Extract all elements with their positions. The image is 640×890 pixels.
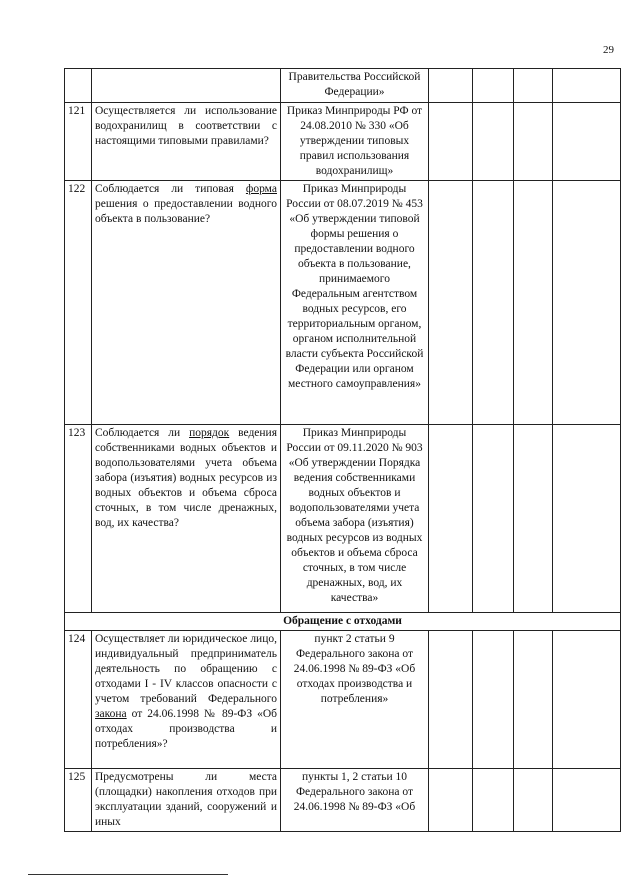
checklist-table xyxy=(64,68,621,832)
answer-cell xyxy=(429,181,473,425)
document-reference: Приказ Минприроды России от 08.07.2019 № 453 «Об утверждении типовой формы решения о предоставлении водного объекта в пользование, принимаемого Федеральным агентством водных ресурсов, его территориальным органом, органом исполнительной власти субъекта Российской Федерации или органом местного самоуправления» xyxy=(281,181,429,425)
answer-cell xyxy=(514,69,553,103)
answer-cell xyxy=(429,425,473,613)
note-cell xyxy=(553,769,621,832)
question-text: Осуществляет ли юридическое лицо, индивидуальный предприниматель деятельность по обращению с отходами I - IV классов опасности с учетом требований Федерального закона от 24.06.1998 № 89-ФЗ «Об отходах производства и потребления»? xyxy=(92,631,281,769)
answer-cell xyxy=(429,769,473,832)
answer-cell xyxy=(473,69,514,103)
document-reference: Правительства Российской Федерации» xyxy=(281,69,429,103)
row-number xyxy=(65,69,92,103)
document-reference: пункт 2 статьи 9 Федерального закона от 24.06.1998 № 89-ФЗ «Об отходах производства и потребления» xyxy=(281,631,429,769)
underlined-term: закона xyxy=(95,708,127,720)
note-cell xyxy=(553,69,621,103)
document-reference: пункты 1, 2 статьи 10 Федерального закона от 24.06.1998 № 89-ФЗ «Об xyxy=(281,769,429,832)
row-number: 121 xyxy=(65,103,92,181)
answer-cell xyxy=(429,69,473,103)
answer-cell xyxy=(473,425,514,613)
table-row xyxy=(65,181,621,425)
answer-cell xyxy=(429,631,473,769)
answer-cell xyxy=(514,631,553,769)
table-row xyxy=(65,631,621,769)
note-cell xyxy=(553,103,621,181)
document-reference: Приказ Минприроды России от 09.11.2020 № 903 «Об утверждении Порядка ведения собственниками водных объектов и водопользователями учета объема забора (изъятия) водных ресурсов из водных объектов и объема сброса сточных, в том числе дренажных, вод, их качества» xyxy=(281,425,429,613)
row-number: 125 xyxy=(65,769,92,832)
underlined-term: форма xyxy=(245,183,277,195)
answer-cell xyxy=(473,769,514,832)
question-text: Предусмотрены ли места (площадки) накопления отходов при эксплуатации зданий, сооружений и иных xyxy=(92,769,281,832)
footnote-separator xyxy=(28,874,228,875)
table-row xyxy=(65,769,621,832)
table-row xyxy=(65,103,621,181)
document-reference: Приказ Минприроды РФ от 24.08.2010 № 330 «Об утверждении типовых правил использования водохранилищ» xyxy=(281,103,429,181)
note-cell xyxy=(553,181,621,425)
note-cell xyxy=(553,631,621,769)
answer-cell xyxy=(429,103,473,181)
question-text: Осуществляется ли использование водохранилищ в соответствии с настоящими типовыми правилами? xyxy=(92,103,281,181)
answer-cell xyxy=(473,181,514,425)
question-text xyxy=(92,69,281,103)
section-title: Обращение с отходами xyxy=(65,613,621,631)
note-cell xyxy=(553,425,621,613)
question-text: Соблюдается ли типовая форма решения о предоставлении водного объекта в пользование? xyxy=(92,181,281,425)
table-row xyxy=(65,69,621,103)
answer-cell xyxy=(514,769,553,832)
answer-cell xyxy=(514,103,553,181)
answer-cell xyxy=(473,103,514,181)
row-number: 122 xyxy=(65,181,92,425)
section-header-row xyxy=(65,613,621,631)
question-text: Соблюдается ли порядок ведения собственниками водных объектов и водопользователями учета объема забора (изъятия) водных ресурсов из водных объектов и объема сброса сточных, в том числе дренажных, вод, их качества? xyxy=(92,425,281,613)
row-number: 124 xyxy=(65,631,92,769)
table-row xyxy=(65,425,621,613)
answer-cell xyxy=(514,425,553,613)
page-number: 29 xyxy=(603,44,614,56)
answer-cell xyxy=(473,631,514,769)
underlined-term: порядок xyxy=(189,427,230,439)
answer-cell xyxy=(514,181,553,425)
row-number: 123 xyxy=(65,425,92,613)
